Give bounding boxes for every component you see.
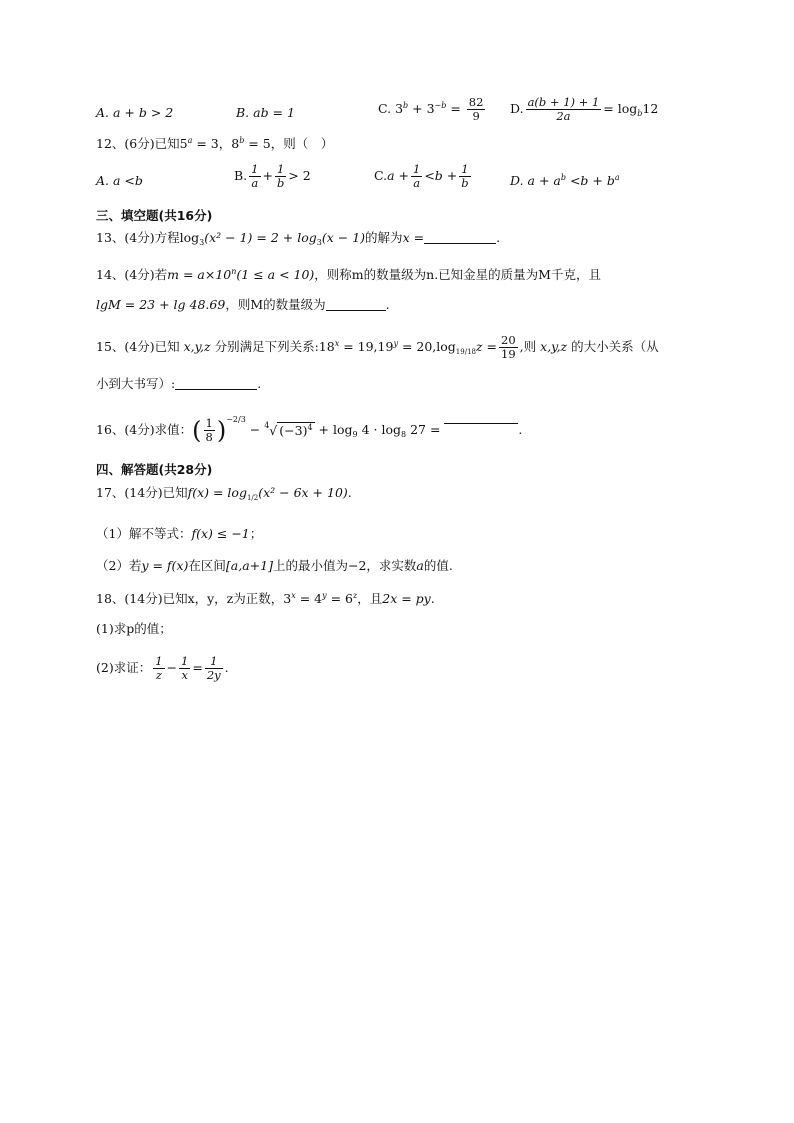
q17-p2-end: 的值. — [423, 558, 453, 573]
q18-stem: 18、(14分)已知x，y，z为正数，$3^x = 4^y = 6^z$，且2x = py. — [96, 591, 435, 606]
q18-end: . — [430, 591, 435, 606]
q12-d-text: D. a + a — [510, 173, 561, 188]
q11-option-d: D. $\frac{a(b + 1) + 1}{2a}$ = $\log_b12$ — [510, 95, 659, 123]
q13-var: x = — [402, 230, 425, 245]
q16-fraction — [204, 417, 215, 444]
q11-d-tail: 12 — [642, 101, 659, 116]
q17-p2-val: −2 — [347, 558, 367, 573]
q16-tail3: 27 = — [410, 422, 441, 437]
q18-expr: 3 — [283, 591, 292, 606]
q13-mid: (x² − 1) = 2 + log — [204, 230, 317, 245]
q15-post2: 的大小关系（从 — [571, 339, 659, 354]
q12-eq1: 5 — [179, 136, 188, 151]
q13-sub1: 3 — [199, 238, 205, 247]
q17-part2 — [96, 557, 453, 575]
q12-option-b: B. $\frac{1}{a}$ + $\frac{1}{b}$ > 2 — [234, 162, 311, 190]
q17-p1-pre: （1）解不等式： — [96, 526, 192, 541]
q13-log: log — [179, 230, 200, 245]
q18-p2-pre: (2)求证： — [96, 660, 152, 675]
q12-stem-pre: 12、(6分)已知 — [96, 136, 180, 151]
q15-vars-2: x,y,z — [540, 339, 568, 354]
q11-d-fraction — [526, 96, 602, 123]
q15-end: . — [257, 376, 262, 391]
q12-option-a-text: A. a <b — [96, 173, 143, 188]
q17-p2-post: ，求实数 — [366, 558, 417, 573]
q17-p2-expr: y = f(x) — [141, 558, 189, 573]
section-answer-heading: 四、解答题(共28分) — [96, 462, 213, 477]
q11-c-base: C. 3 — [378, 101, 404, 116]
q15-vars: x,y,z — [183, 339, 211, 354]
q12-b-post: > 2 — [288, 168, 311, 183]
q16-root-exp: 4 — [307, 422, 313, 432]
q14-line2-post: ，则M的数量级为 — [225, 297, 326, 312]
q18-expr-mid2: = 6 — [326, 591, 354, 606]
q18-expr2: 2x = py — [382, 591, 431, 606]
q12-d-mid: <b + b — [565, 173, 615, 188]
q11-c-eq: = — [446, 101, 465, 116]
q18-end2: . — [224, 660, 229, 675]
q13-pre: 13、(4分)方程 — [96, 230, 180, 245]
q12-sep: ， — [218, 136, 232, 151]
q17-p1-end: ； — [249, 526, 263, 541]
q12-option-c: C.a + $\frac{1}{a}$ <b + $\frac{1}{b}$ — [374, 162, 469, 190]
q18-frac-2y: $\frac{1}{2y}$ — [206, 654, 221, 682]
q15-line2-text: 小到大书写）: — [96, 376, 176, 391]
q15-num: 20 — [501, 333, 516, 347]
q18-frac-z: $\frac{1}{z}$ — [155, 654, 163, 682]
q17-p2-var: a — [416, 558, 424, 573]
q14-post: ，则称m的数量级为n.已知金星的质量为M千克，且 — [314, 267, 601, 282]
q12-b-frac2: $\frac{1}{b}$ — [276, 162, 285, 190]
q12-eq2: 8 — [231, 136, 240, 151]
q15-eq-tail: z = — [475, 339, 498, 354]
q18-mid: ，且 — [357, 591, 383, 606]
q14-cond: (1 ≤ a < 10) — [236, 267, 315, 282]
q12-v1: = 3 — [192, 136, 219, 151]
q18-pre: 18、(14分)已知x，y，z为正数， — [96, 591, 284, 606]
q15-pre: 15、(4分)已知 — [96, 339, 180, 354]
q16-root-index: 4 — [264, 421, 270, 430]
q18-part2: (2)求证： $\frac{1}{z}$ − $\frac{1}{x}$ = $\frac{1}{2y}$ . — [96, 654, 229, 682]
q13-post: 的解为 — [365, 230, 403, 245]
q12-option-d: D. $a + a^b <b + b^a$ — [510, 173, 620, 188]
q17-p2-mid: 在区间 — [188, 558, 226, 573]
q13-tail: (x − 1) — [321, 230, 366, 245]
q12-c-label: C. — [374, 168, 388, 183]
q17-part1 — [96, 525, 262, 543]
q11-d-num: a(b + 1) + 1 — [527, 95, 600, 109]
q11-option-c: C. $3^b + 3^{-b}$ = $\frac{82}{9}$ — [378, 95, 484, 123]
q12-c-mid: <b + — [424, 168, 458, 183]
q12-b-label: B. — [234, 168, 248, 183]
q16-num: 1 — [205, 416, 213, 430]
q14-line2-expr: lgM = 23 + lg 48.69 — [96, 297, 226, 312]
q16-tail: + log — [318, 422, 353, 437]
q16-answer-blank[interactable] — [444, 423, 518, 424]
q15-eq: 18 — [318, 339, 335, 354]
q11-c-fraction — [467, 96, 486, 123]
q17-func: f(x) = log — [187, 485, 247, 500]
q17-p2-mid2: 上的最小值为 — [272, 558, 348, 573]
q18-expr-mid: = 4 — [295, 591, 323, 606]
q15-den: 19 — [501, 347, 516, 361]
q13-answer-blank[interactable] — [424, 243, 496, 244]
q11-option-a — [96, 104, 173, 122]
q11-option-a-text: A. a + b > 2 — [96, 105, 174, 120]
q14-pre: 14、(4分)若 — [96, 267, 168, 282]
q15-line2 — [96, 375, 261, 393]
q12-b-frac1: $\frac{1}{a}$ — [251, 162, 259, 190]
q16-root: √ $(-3)^4$ — [269, 422, 313, 438]
q16-pre: 16、(4分)求值： — [96, 422, 193, 437]
q11-c-den: 9 — [472, 109, 480, 123]
q14-expr: m = a×10 — [167, 267, 232, 282]
q14-line1 — [96, 266, 601, 284]
q13: 13、(4分)方程$\log_3(x^2 - 1) = 2 + \log_3(x - 1)$的解为x = . — [96, 230, 501, 247]
q16-root-body: (−3) — [279, 422, 308, 438]
q17-end: . — [347, 485, 352, 500]
q12-option-a — [96, 172, 143, 190]
q11-d-label: D. — [510, 101, 524, 116]
q16-exp: −2/3 — [226, 415, 246, 424]
q17-p1-expr: f(x) ≤ −1 — [191, 526, 250, 541]
q17-p2-pre: （2）若 — [96, 558, 142, 573]
q11-c-num: 82 — [468, 95, 484, 109]
q18-frac-x: $\frac{1}{x}$ — [181, 654, 189, 682]
q14-answer-blank[interactable] — [326, 310, 386, 311]
q15-line1: 15、(4分)已知 x,y,z 分别满足下列关系$:18^x = 19,19^y = 20,\log_{19/18}z$ = $\frac{20}{19}$ ,则 x,y,z 的大小关系（从 — [96, 333, 659, 361]
q17-p2-interval: [a,a+1] — [225, 558, 273, 573]
q11-c-mid: + 3 — [408, 101, 435, 116]
q15-fraction — [499, 334, 518, 361]
q14-sup: n — [231, 267, 237, 276]
q17-stem: 17、(14分)已知$f(x) = \log_{1/2}(x^2 - 6x + 10)$. — [96, 485, 352, 502]
q11-d-den: 2a — [556, 109, 571, 123]
q15-eq-v: = 19,19 — [339, 339, 394, 354]
q12-v2: = 5 — [244, 136, 271, 151]
q12-c-frac1: $\frac{1}{a}$ — [413, 162, 421, 190]
q17-tail: (x² − 6x + 10) — [258, 485, 348, 500]
q17-pre: 17、(14分)已知 — [96, 485, 188, 500]
q11-option-b — [236, 104, 295, 122]
q15-mid: 分别满足下列关系: — [214, 339, 319, 354]
q18-part1: (1)求p的值； — [96, 621, 172, 636]
q12-c-frac2: $\frac{1}{b}$ — [461, 162, 469, 190]
q14-line2: lgM = 23 + lg 48.69，则M的数量级为 . — [96, 297, 390, 312]
q12-stem-post: ，则（ ） — [270, 136, 334, 151]
q13-sub2: 3 — [316, 238, 322, 247]
q15-answer-blank[interactable] — [175, 389, 257, 390]
q11-d-eq: = log — [603, 101, 638, 116]
q15-post: ,则 — [519, 339, 537, 354]
q11-option-b-text: B. ab = 1 — [236, 105, 295, 120]
section-fill-heading: 三、填空题(共16分) — [96, 208, 213, 223]
q16-den: 8 — [205, 430, 213, 444]
q16: 16、(4分)求值：( $\frac{1}{8}$ )$^{-2/3}$ − $^4$√ $(-3)^4 + \log_9 4 \cdot \log_8 27$ = . — [96, 412, 522, 448]
q16-tail2: 4 · log — [361, 422, 401, 437]
q12-stem: 12、(6分)已知$5^a = 3$，$8^b = 5$，则（ ） — [96, 136, 334, 151]
q15-eq-v2: = 20,log — [397, 339, 456, 354]
